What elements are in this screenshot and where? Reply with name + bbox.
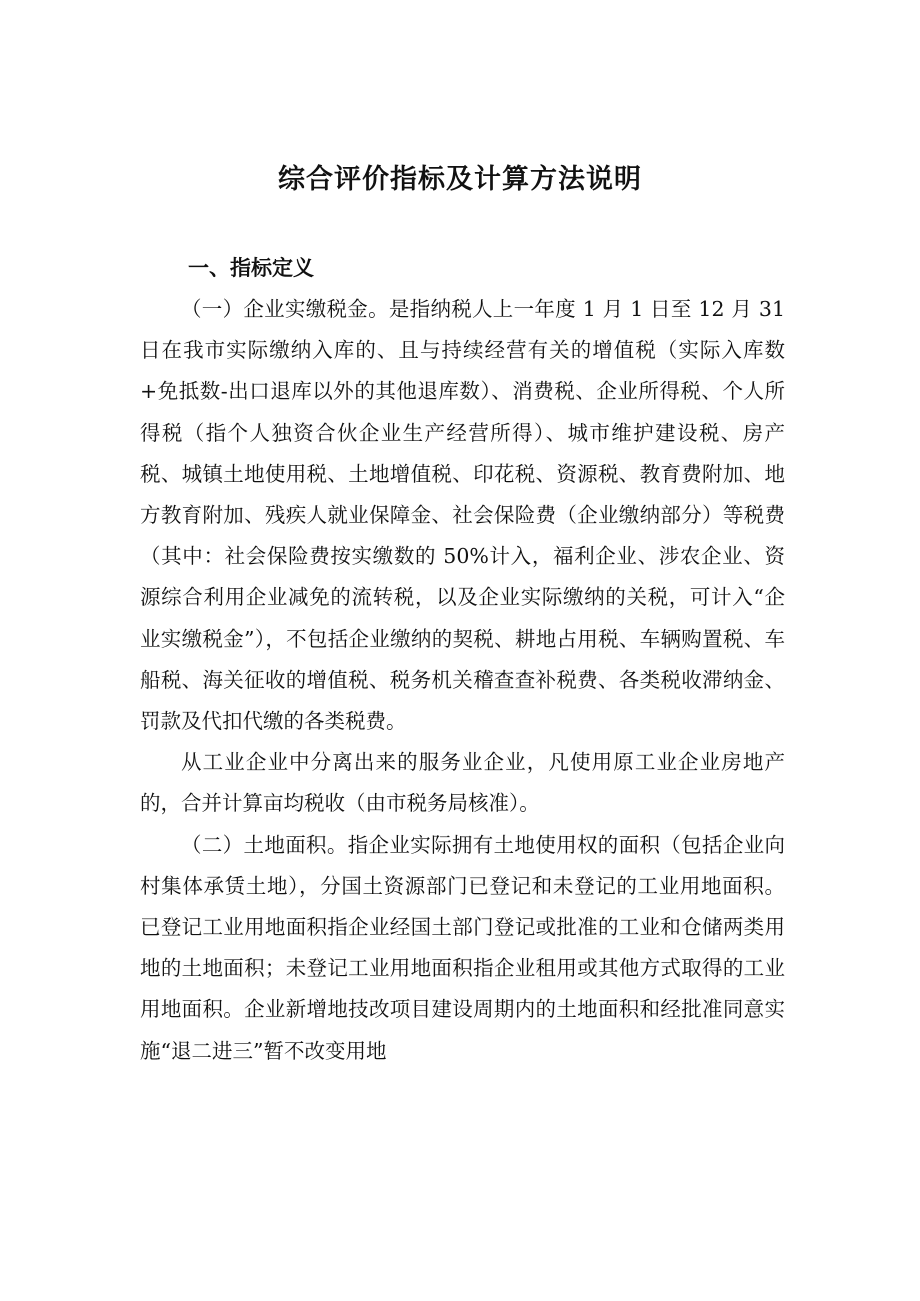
document-title: 综合评价指标及计算方法说明 [278, 164, 642, 195]
section-heading: 一、指标定义 [188, 256, 314, 280]
paragraph-tax: （一）企业实缴税金。是指纳税人上一年度 1 月 1 日至 12 月 31 日在我市实际缴纳入库的、且与持续经营有关的增值税（实际入库数+免抵数-出口退库以外的其他退库数）、消费税、企业所得税、个人所得税（指个人独资合伙企业生产经营所得）、城市维护建设税、房产税、城镇土地使用税、土地增值税、印花税、资源税、教育费附加、地方教育附加、残疾人就业保障金、社会保险费（企业缴纳部分）等税费（其中：社会保险费按实缴数的 50%计入，福利企业、涉农企业、资源综合利用企业减免的流转税，以及企业实际缴纳的关税，可计入“企业实缴税金”），不包括企业缴纳的契税、耕地占用税、车辆购置税、车船税、海关征收的增值税、税务机关稽查查补税费、各类税收滞纳金、罚款及代扣代缴的各类税费。 [140, 297, 785, 734]
paragraph-land-area: （二）土地面积。指企业实际拥有土地使用权的面积（包括企业向村集体承赁土地），分国土资源部门已登记和未登记的工业用地面积。已登记工业用地面积指企业经国土部门登记或批准的工业和仓储两类用地的土地面积；未登记工业用地面积指企业租用或其他方式取得的工业用地面积。企业新增地技改项目建设周期内的土地面积和经批准同意实施“退二进三”暂不改变用地 [140, 832, 785, 1063]
document-body [140, 289, 785, 1072]
paragraph-service-enterprise: 从工业企业中分离出来的服务业企业，凡使用原工业企业房地产的，合并计算亩均税收（由市税务局核准）。 [140, 750, 785, 816]
